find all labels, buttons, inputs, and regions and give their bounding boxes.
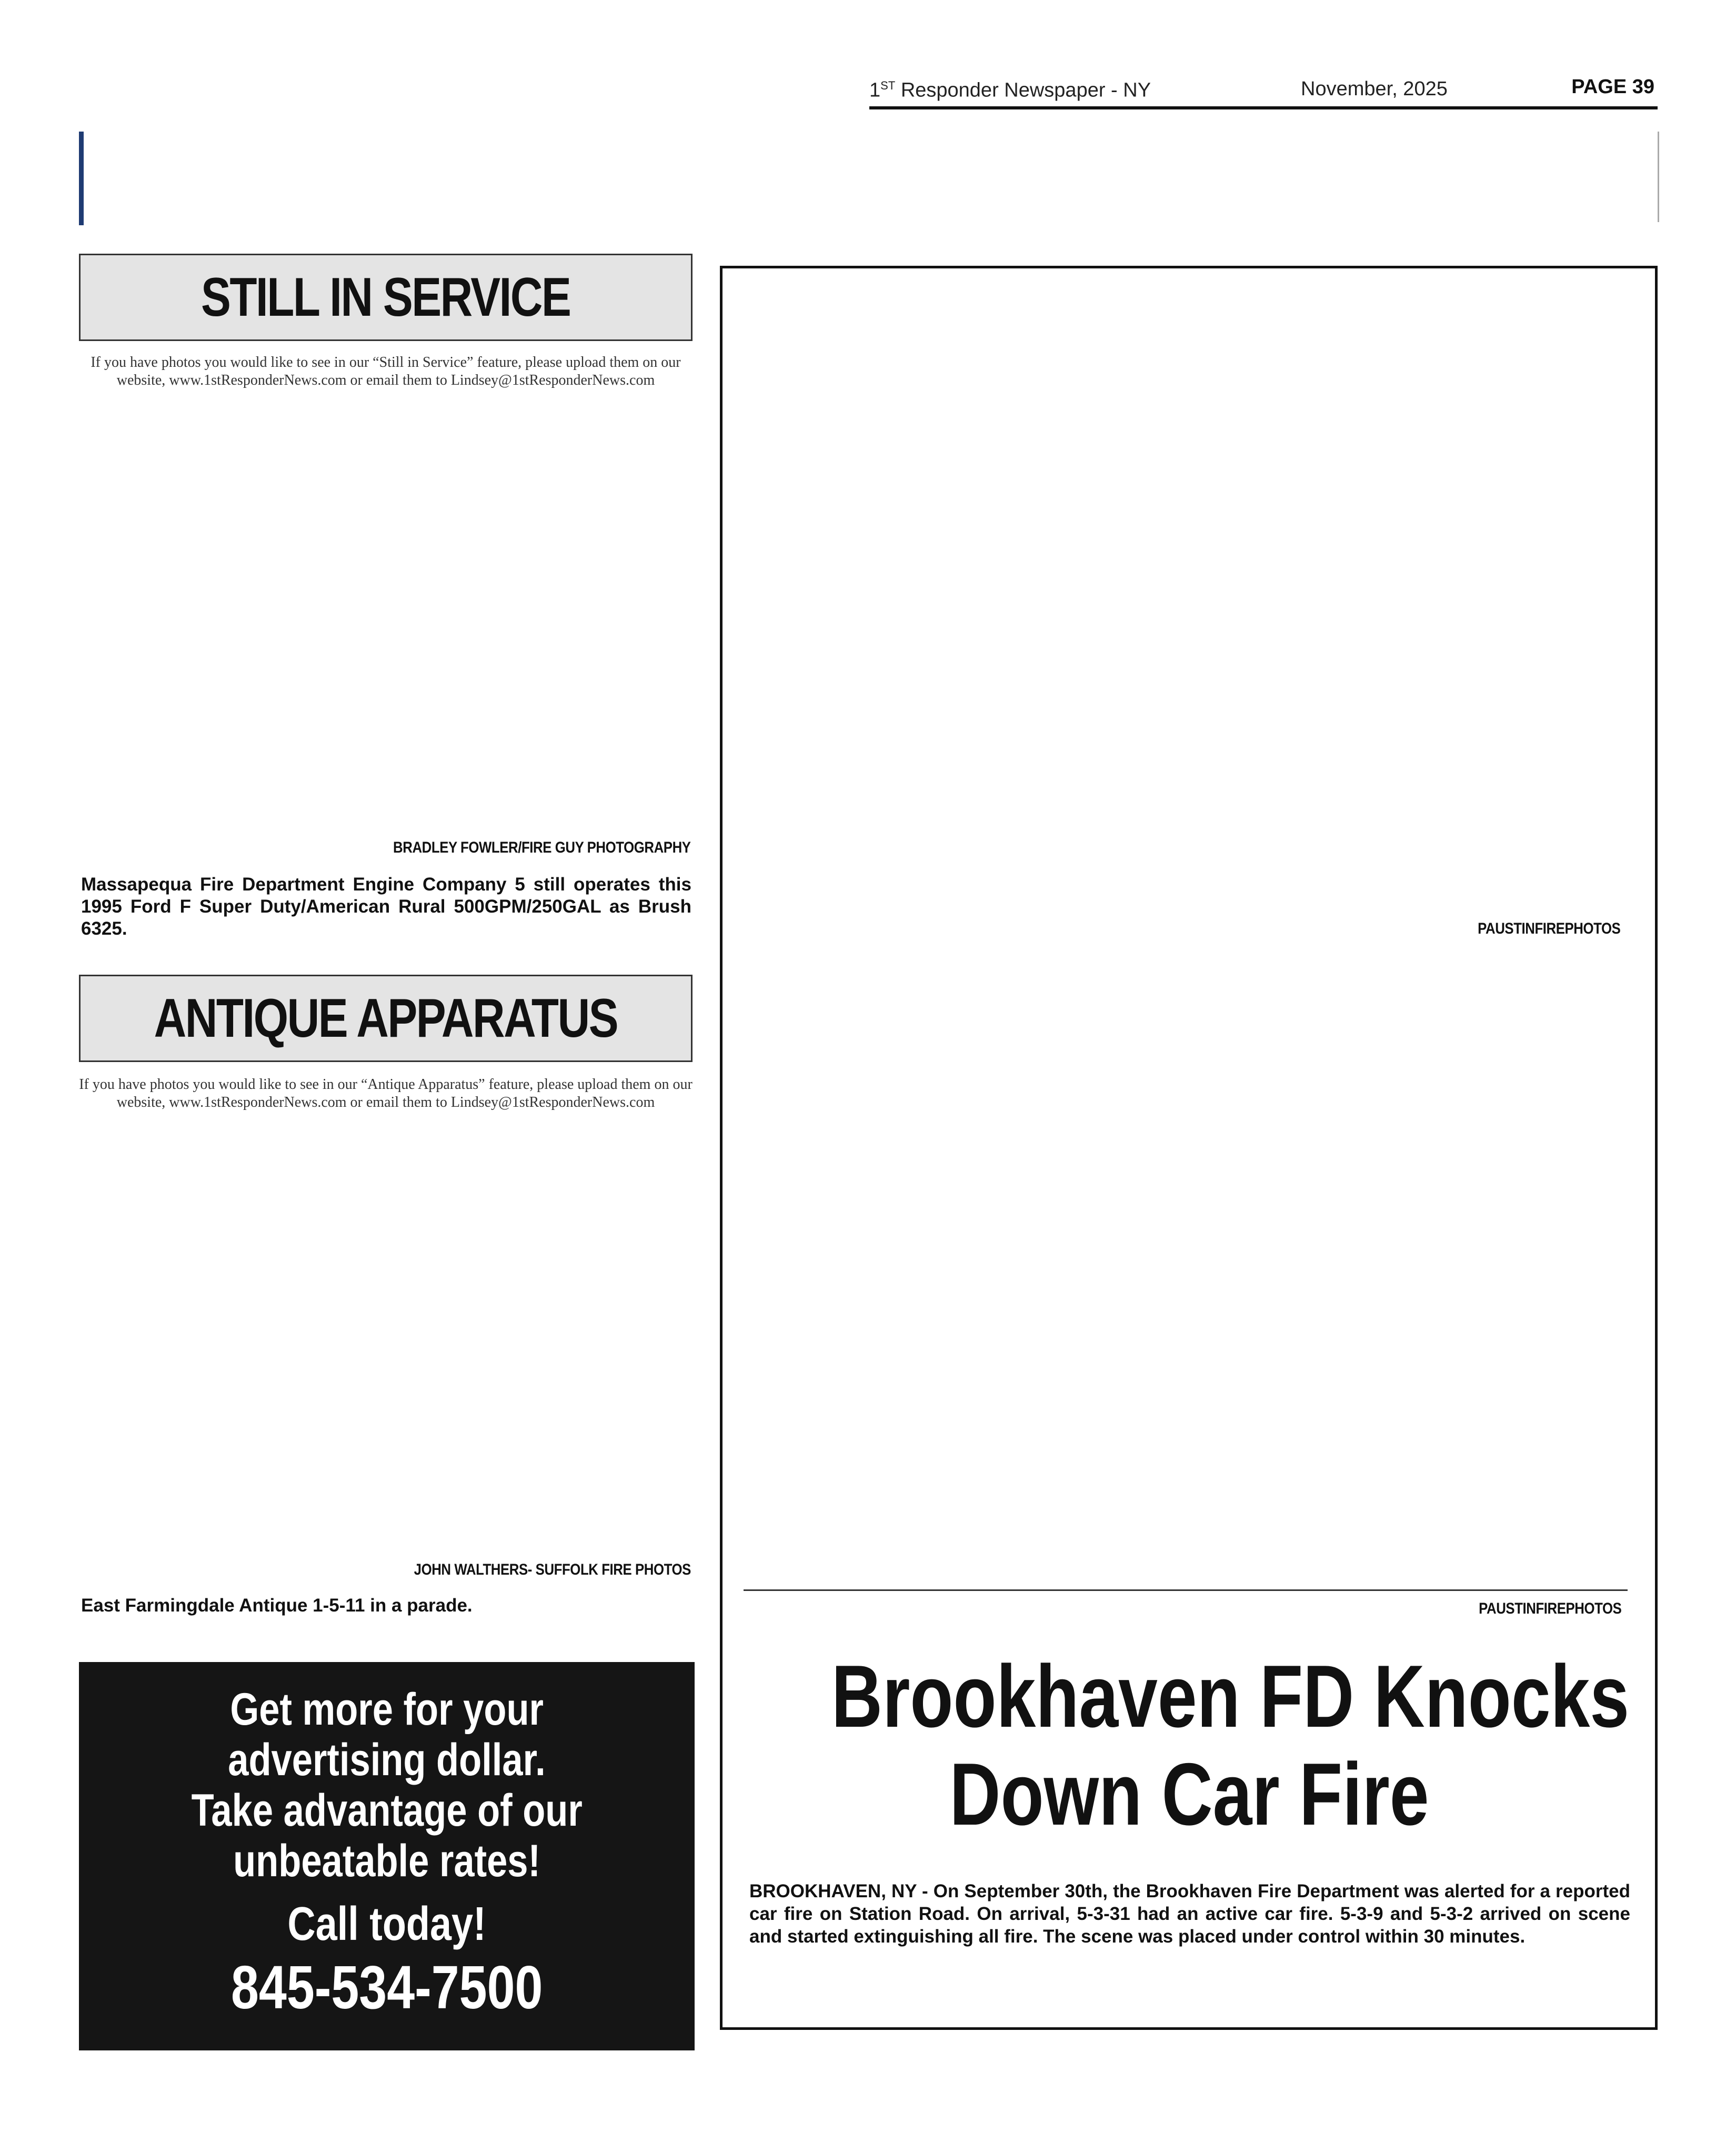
ad-line-1: Get more for your (230, 1684, 544, 1735)
still-in-service-photo-credit: BRADLEY FOWLER/FIRE GUY PHOTOGRAPHY (393, 839, 691, 856)
article-headline-line-1: Brookhaven FD Knocks (831, 1647, 1630, 1746)
still-in-service-caption: Massapequa Fire Department Engine Company 5 still operates this 1995 Ford F Super Duty/American Rural 500GPM/250GAL as Brush 6325. (81, 874, 691, 939)
ad-line-3: Take advantage of our (191, 1785, 583, 1836)
article-photo-credit-top: PAUSTINFIREPHOTOS (1477, 920, 1620, 937)
banner-right-rule (1658, 132, 1659, 222)
issue-date: November, 2025 (1301, 78, 1448, 100)
advertisement (79, 1662, 695, 2050)
article-headline-line-2: Down Car Fire (949, 1745, 1429, 1844)
antique-apparatus-photo (79, 1121, 693, 1553)
article-photo-divider (744, 1589, 1628, 1591)
ad-line-2: advertising dollar. (228, 1735, 546, 1785)
newspaper-name: 1ST Responder Newspaper - NY (869, 79, 1151, 102)
ad-call-to-action: Call today! (287, 1898, 486, 1950)
ad-phone-number: 845-534-7500 (230, 1953, 543, 2021)
ad-line-4: unbeatable rates! (233, 1836, 540, 1886)
still-in-service-note: If you have photos you would like to see in our “Still in Service” feature, please upload them on our website, www.1stResponderNews.com or email them to Lindsey@1stResponderNews.com (91, 354, 681, 388)
still-in-service-title: STILL IN SERVICE (201, 266, 570, 328)
banner-left-rule (79, 132, 84, 225)
article-photo-credit-bottom: PAUSTINFIREPHOTOS (1478, 1600, 1621, 1617)
antique-apparatus-title: ANTIQUE APPARATUS (154, 987, 618, 1049)
antique-apparatus-note: If you have photos you would like to see in our “Antique Apparatus” feature, please upload them on our website, www.1stResponderNews.com or email them to Lindsey@1stResponderNews.com (79, 1076, 693, 1110)
antique-apparatus-caption: East Farmingdale Antique 1-5-11 in a parade. (81, 1595, 473, 1616)
antique-apparatus-photo-credit: JOHN WALTHERS- SUFFOLK FIRE PHOTOS (414, 1561, 691, 1578)
running-head (869, 74, 1658, 109)
article-body: BROOKHAVEN, NY - On September 30th, the Brookhaven Fire Department was alerted for a reported car fire on Station Road. On arrival, 5-3-31 had an active car fire. 5-3-9 and 5-3-2 arrived on scene and started extinguishing all fire. The scene was placed under control within 30 minutes. (749, 1881, 1630, 1947)
still-in-service-heading (79, 254, 693, 341)
antique-apparatus-heading (79, 975, 693, 1062)
still-in-service-photo (79, 400, 693, 832)
page-number: PAGE 39 (1571, 76, 1654, 98)
article-headline (742, 1647, 1637, 1843)
